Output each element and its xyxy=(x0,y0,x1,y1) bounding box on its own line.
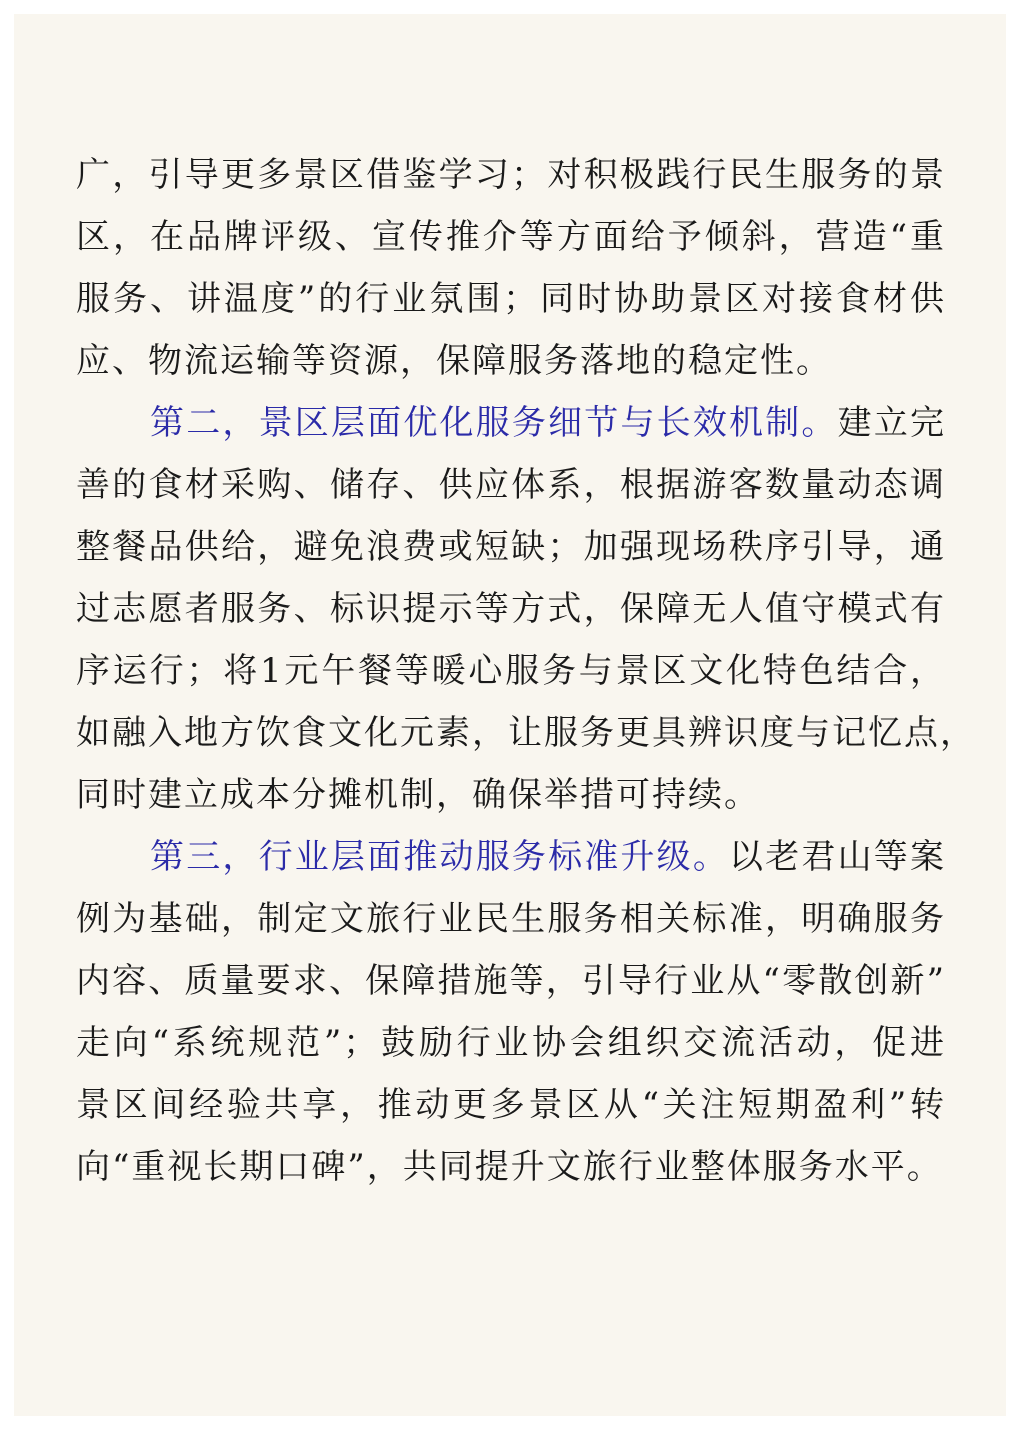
paragraph-line: 服务、讲温度”的行业氛围；同时协助景区对接食材供 xyxy=(76,279,946,319)
paragraph-line: 同时建立成本分摊机制，确保举措可持续。 xyxy=(76,775,760,815)
paragraph-1 xyxy=(76,144,946,392)
document-body xyxy=(76,144,976,1198)
paragraph-line: 如融入地方饮食文化元素，让服务更具辨识度与记忆点， xyxy=(76,713,976,753)
paragraph-line: 内容、质量要求、保障措施等，引导行业从“零散创新” xyxy=(76,961,946,1001)
paragraph-line: 应、物流运输等资源，保障服务落地的稳定性。 xyxy=(76,341,832,381)
paragraph-line: 善的食材采购、储存、供应体系，根据游客数量动态调 xyxy=(76,465,946,505)
paragraph-3 xyxy=(76,826,946,1198)
paragraph-line: 区，在品牌评级、宣传推介等方面给予倾斜，营造“重 xyxy=(76,217,946,257)
paragraph-line: 景区间经验共享，推动更多景区从“关注短期盈利”转 xyxy=(76,1085,946,1125)
paragraph-line: 广，引导更多景区借鉴学习；对积极践行民生服务的景 xyxy=(76,155,946,195)
section-heading: 第三，行业层面推动服务标准升级。 xyxy=(150,837,730,877)
paragraph-first-line xyxy=(76,392,946,454)
paragraph-line: 整餐品供给，避免浪费或短缺；加强现场秩序引导，通 xyxy=(76,527,946,567)
paragraph-line: 序运行；将1元午餐等暖心服务与景区文化特色结合， xyxy=(76,651,946,691)
paragraph-line: 向“重视长期口碑”，共同提升文旅行业整体服务水平。 xyxy=(76,1147,943,1187)
paragraph-first-line xyxy=(76,826,946,888)
paragraph-line: 过志愿者服务、标识提示等方式，保障无人值守模式有 xyxy=(76,589,946,629)
paragraph-text: 以老君山等案 xyxy=(729,837,946,877)
paragraph-line: 走向“系统规范”；鼓励行业协会组织交流活动，促进 xyxy=(76,1023,946,1063)
paragraph-line: 例为基础，制定文旅行业民生服务相关标准，明确服务 xyxy=(76,899,946,939)
paragraph-text: 建立完 xyxy=(837,403,947,443)
paragraph-2 xyxy=(76,392,976,826)
document-page xyxy=(14,14,1006,1416)
section-heading: 第二，景区层面优化服务细节与长效机制。 xyxy=(150,403,838,443)
